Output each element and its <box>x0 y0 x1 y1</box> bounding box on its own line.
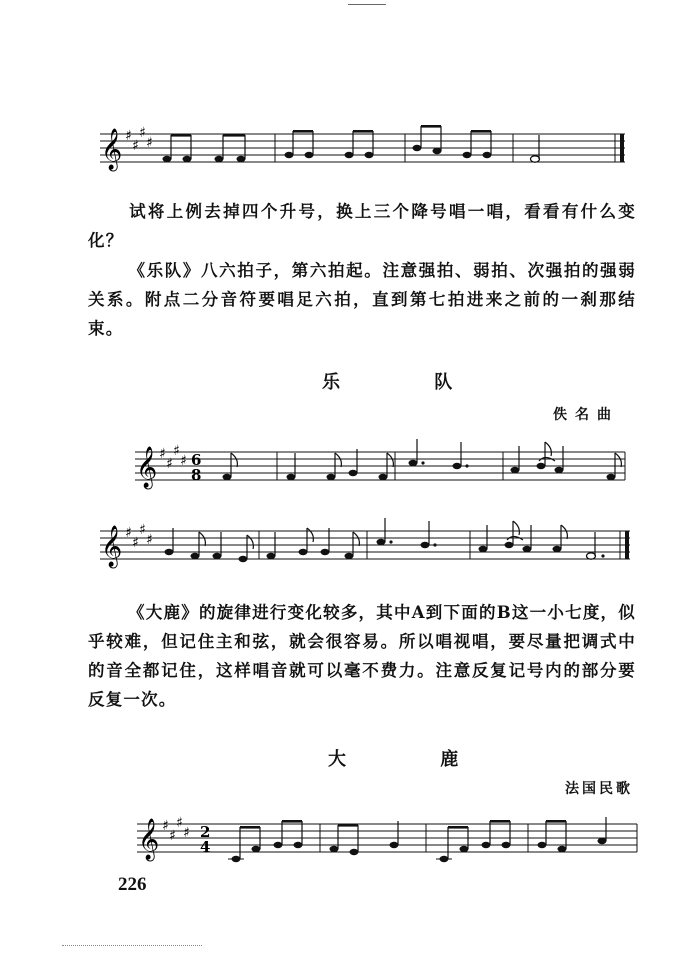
notes-staff-4 <box>232 838 607 862</box>
svg-text:♯: ♯ <box>183 825 190 841</box>
svg-text:♯: ♯ <box>139 522 146 538</box>
key-signature-sharps <box>125 125 153 154</box>
treble-clef-icon: 𝄞 <box>136 447 158 488</box>
key-signature-sharps <box>159 443 187 472</box>
composer-2: 法国民歌 <box>565 781 633 797</box>
composer-1: 佚名曲 <box>553 407 619 423</box>
treble-clef-icon: 𝄞 <box>101 129 123 170</box>
music-staff-1 <box>95 118 635 178</box>
svg-text:♯: ♯ <box>125 525 132 541</box>
time-signature-top: 6 <box>191 451 202 469</box>
time-signature-bottom: 4 <box>200 838 211 856</box>
svg-text:♯: ♯ <box>173 443 180 459</box>
svg-text:♯: ♯ <box>176 815 183 831</box>
svg-text:♯: ♯ <box>162 818 169 834</box>
treble-clef-icon: 𝄞 <box>101 526 123 567</box>
music-staff-2 <box>95 436 635 496</box>
song-title-1: 乐 队 <box>322 372 497 393</box>
svg-text:♯: ♯ <box>169 828 176 844</box>
svg-text:♯: ♯ <box>146 135 153 151</box>
song-title-2: 大 鹿 <box>328 749 503 770</box>
scan-specks <box>62 945 202 950</box>
page-number: 226 <box>118 874 147 895</box>
svg-text:♯: ♯ <box>139 125 146 141</box>
svg-text:♯: ♯ <box>132 535 139 551</box>
svg-text:♯: ♯ <box>125 128 132 144</box>
music-staff-4 <box>132 808 642 868</box>
paragraph-3: 《大鹿》的旋律进行变化较多，其中A到下面的B这一小七度，似乎较难，但记住主和弦，就会很容易。所以唱视唱，要尽量把调式中的音全都记住，这样唱音就可以毫不费力。注意反复记号内的部分要反复一次。 <box>88 603 636 709</box>
notes-staff-1 <box>163 145 492 162</box>
svg-text:♯: ♯ <box>159 446 166 462</box>
music-staff-3 <box>95 515 635 575</box>
key-signature-sharps <box>125 522 153 551</box>
paragraph-2: 《乐队》八六拍子，第六拍起。注意强拍、弱拍、次强拍的强弱关系。附点二分音符要唱足六拍，直到第七拍进来之前的一刹那结束。 <box>88 261 636 338</box>
notes-staff-2 <box>223 460 616 480</box>
svg-text:♯: ♯ <box>180 453 187 469</box>
time-signature-top: 2 <box>200 823 211 841</box>
svg-text:♯: ♯ <box>132 138 139 154</box>
paragraph-1: 试将上例去掉四个升号，换上三个降号唱一唱，看看有什么变化？ <box>88 202 636 250</box>
svg-text:♯: ♯ <box>146 532 153 548</box>
top-mark <box>348 0 386 5</box>
key-signature-sharps <box>162 815 190 844</box>
treble-clef-icon: 𝄞 <box>138 819 160 860</box>
svg-text:♯: ♯ <box>166 456 173 472</box>
time-signature-bottom: 8 <box>191 466 202 484</box>
